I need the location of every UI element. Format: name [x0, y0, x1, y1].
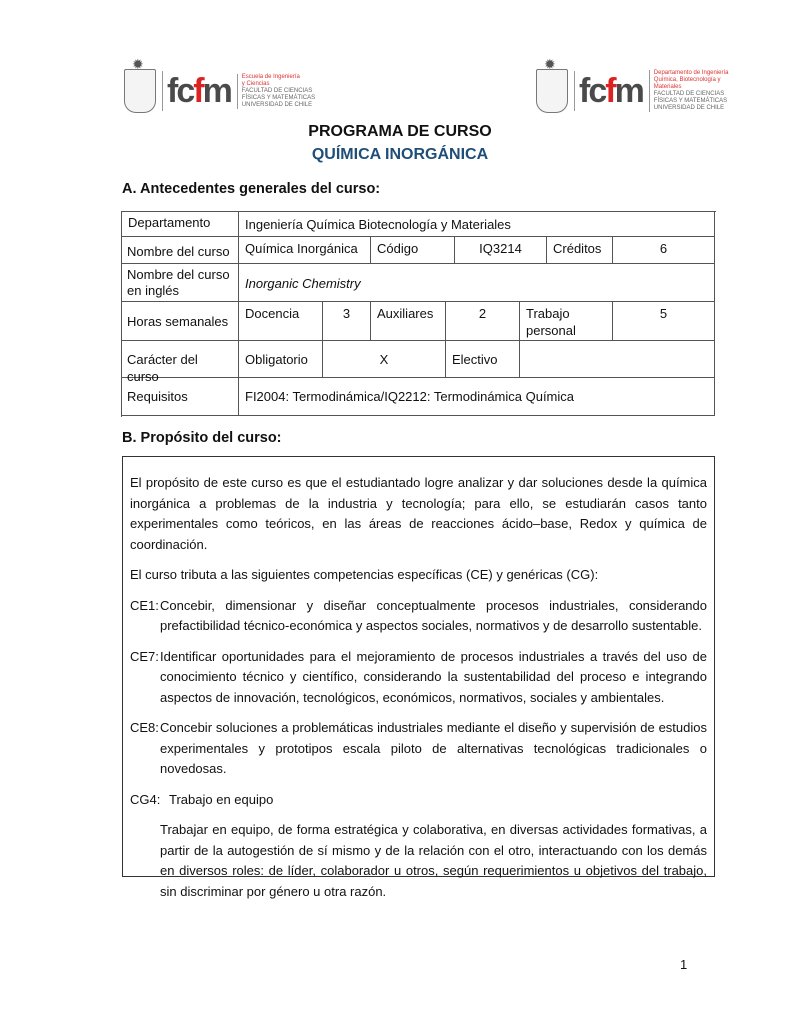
value-obligatorio: X [323, 341, 446, 378]
label-horas: Horas semanales [121, 302, 239, 341]
generic-competency-header [130, 790, 707, 811]
value-docencia: 3 [323, 302, 371, 341]
competency-text: Identificar oportunidades para el mejoramiento de procesos industriales a través del uso de conocimiento técnico y científico, considerando la sustentabilidad del proceso e integrando aspectos de innovación, tecnológicos, económicos, normativos, sociales y ambientales. [160, 648, 707, 705]
label-nombre: Nombre del curso [121, 237, 239, 264]
competency-item [130, 718, 707, 780]
purpose-intro: El propósito de este curso es que el estudiantado logre analizar y dar soluciones desde la química inorgánica a problemas de la industria y tecnología; para ello, se estudiarán casos tanto experimentales como teóricos, en las áreas de reacciones ácido–base, Redox y química de coordinación. [130, 475, 707, 552]
value-nombre-ingles: Inorganic Chemistry [239, 264, 715, 302]
logo-line: FÍSICAS Y MATEMÁTICAS [241, 94, 316, 101]
value-creditos: 6 [613, 237, 715, 264]
course-title: QUÍMICA INORGÁNICA [311, 146, 489, 163]
competency-title: Trabajo en equipo [169, 791, 274, 807]
logo-line: Departamento de Ingeniería [653, 70, 729, 76]
page-title: PROGRAMA DE CURSO [308, 123, 492, 140]
logo-escuela [124, 66, 315, 116]
value-trabajo: 5 [613, 302, 715, 341]
fcfm-mark: fcfm [574, 71, 643, 111]
label-caracter: Carácter del curso [121, 341, 239, 378]
value-requisitos: FI2004: Termodinámica/IQ2212: Termodinámica Química [239, 378, 715, 416]
purpose-box [122, 456, 715, 899]
label-codigo: Código [371, 237, 455, 264]
logo-line: Materiales [653, 84, 682, 90]
logo-line: FACULTAD DE CIENCIAS [241, 87, 313, 94]
competencies-intro: El curso tributa a las siguientes competencias específicas (CE) y genéricas (CG): [130, 567, 599, 582]
university-seal-icon [536, 69, 568, 113]
label-requisitos: Requisitos [121, 378, 239, 416]
logo-text [237, 74, 315, 109]
generic-competency-text: Trabajar en equipo, de forma estratégica y colaborativa, en diversas actividades formativas, a partir de la autogestión de sí mismo y de la relación con el otro, interactuando con los demás en diversos roles: de líder, colaborador u otros, según requerimientos u objetivos del trabajo, sin discriminar por género u otra razón. [160, 822, 707, 899]
value-departamento: Ingeniería Química Biotecnología y Materiales [239, 211, 715, 237]
university-seal-icon [124, 69, 156, 113]
label-obligatorio: Obligatorio [239, 341, 323, 378]
label-auxiliares: Auxiliares [371, 302, 446, 341]
logo-line: UNIVERSIDAD DE CHILE [653, 105, 725, 111]
logo-line: Escuela de Ingeniería [241, 73, 300, 80]
value-electivo [520, 341, 715, 378]
competency-item [130, 596, 707, 637]
logo-line: Química, Biotecnología y [653, 77, 721, 83]
logo-line: FÍSICAS Y MATEMÁTICAS [653, 98, 728, 104]
page-number: 1 [680, 957, 688, 972]
logo-departamento [536, 66, 729, 116]
value-nombre: Química Inorgánica [239, 237, 371, 264]
competency-text: Concebir, dimensionar y diseñar conceptualmente procesos industriales, considerando prefactibilidad técnico-económica y aspectos sociales, normativos y de desarrollo sustentable. [160, 597, 707, 633]
logo-line: UNIVERSIDAD DE CHILE [241, 101, 313, 108]
value-codigo: IQ3214 [455, 237, 547, 264]
value-auxiliares: 2 [446, 302, 520, 341]
label-creditos: Créditos [547, 237, 613, 264]
fcfm-mark: fcfm [162, 71, 231, 111]
label-electivo: Electivo [446, 341, 520, 378]
label-trabajo: Trabajo personal [520, 302, 613, 341]
competency-text: Concebir soluciones a problemáticas industriales mediante el diseño y supervisión de estudios experimentales y prototipos escala piloto de alternativas tecnológicas tradicionales o novedosas. [160, 720, 707, 776]
logo-text [649, 70, 729, 112]
competency-code: CE8: [130, 720, 159, 735]
label-departamento: Departamento [121, 211, 239, 237]
logo-line: y Ciencias [241, 80, 270, 87]
competency-code: CG4: [130, 791, 161, 807]
competency-code: CE1: [130, 597, 159, 613]
label-nombre-ingles: Nombre del curso en inglés [121, 264, 239, 302]
competency-code: CE7: [130, 648, 159, 664]
section-a-heading: A. Antecedentes generales del curso: [122, 181, 381, 197]
competency-item [130, 647, 707, 709]
logo-line: FACULTAD DE CIENCIAS [653, 91, 725, 97]
label-docencia: Docencia [239, 302, 323, 341]
section-b-heading: B. Propósito del curso: [122, 430, 282, 446]
